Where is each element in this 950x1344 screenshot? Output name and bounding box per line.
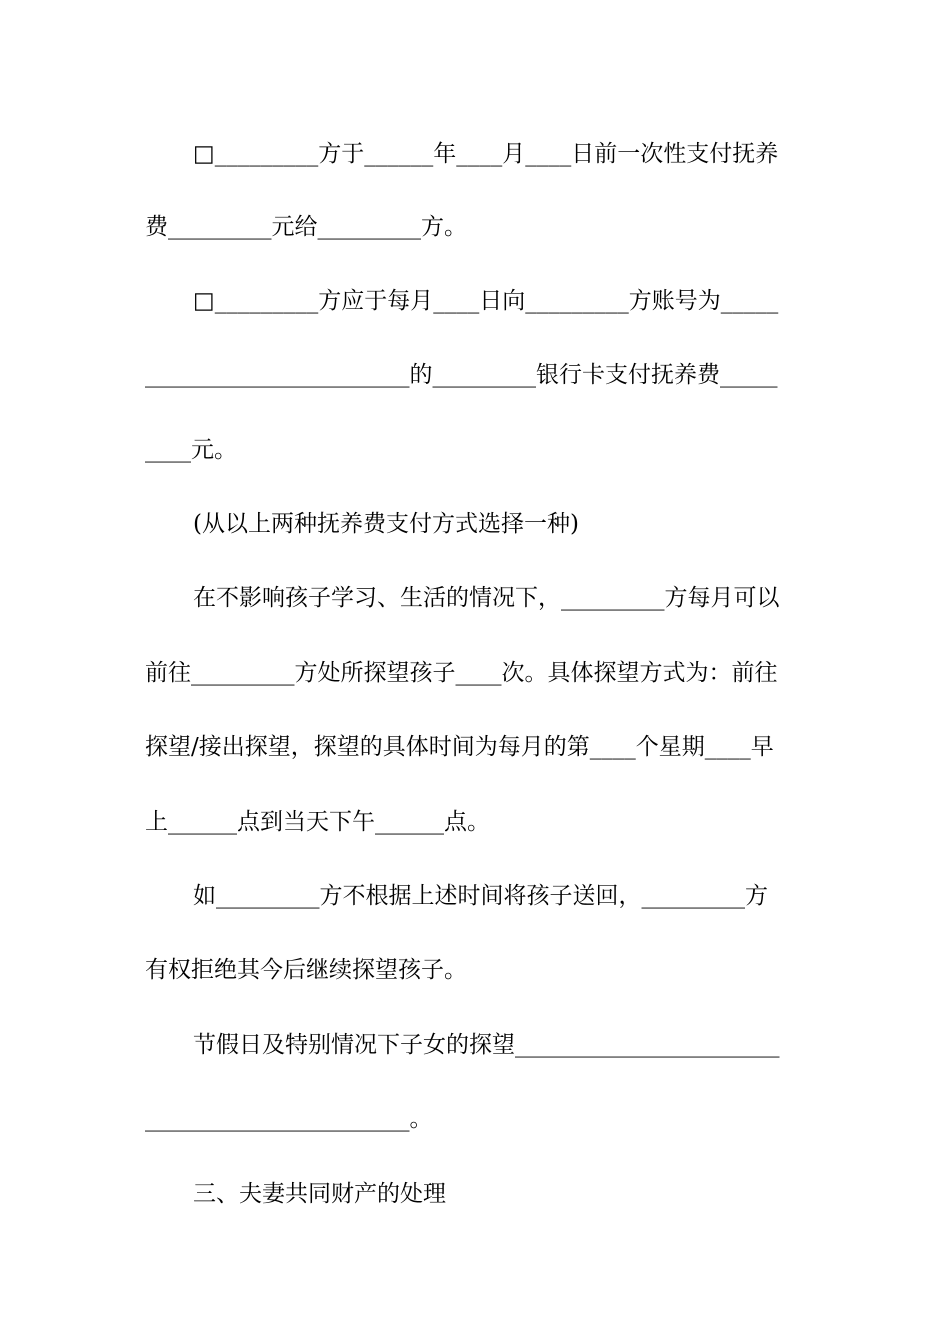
- payment-choice-note: (从以上两种抚养费支付方式选择一种): [193, 511, 579, 537]
- paragraph-visitation-continued-2: 探望/接出探望，探望的具体时间为每月的第____个星期____早: [145, 734, 774, 760]
- paragraph-monthly-payment-end: ____元。: [145, 437, 237, 463]
- paragraph-return-child: 如_________方不根据上述时间将孩子送回，_________方: [193, 883, 768, 909]
- paragraph-visitation-continued-3: 上______点到当天下午______点。: [145, 809, 490, 835]
- paragraph-holiday-visitation: 节假日及特别情况下子女的探望_______________________: [193, 1032, 780, 1058]
- paragraph-lump-sum-payment: □_________方于______年____月____日前一次性支付抚养: [193, 141, 779, 167]
- paragraph-monthly-payment-continued: _______________________的_________银行卡支付抚养费_____: [145, 362, 778, 388]
- paragraph-monthly-payment: □_________方应于每月____日向_________方账号为_____: [193, 288, 779, 314]
- paragraph-return-child-continued: 有权拒绝其今后继续探望孩子。: [145, 957, 467, 983]
- paragraph-visitation-continued-1: 前往_________方处所探望孩子____次。具体探望方式为：前往: [145, 660, 778, 686]
- section-heading-joint-property: 三、夫妻共同财产的处理: [193, 1181, 446, 1207]
- paragraph-visitation: 在不影响孩子学习、生活的情况下，_________方每月可以: [193, 585, 780, 611]
- paragraph-lump-sum-payment-continued: 费_________元给_________方。: [145, 214, 467, 240]
- paragraph-holiday-visitation-continued: _______________________。: [145, 1106, 433, 1132]
